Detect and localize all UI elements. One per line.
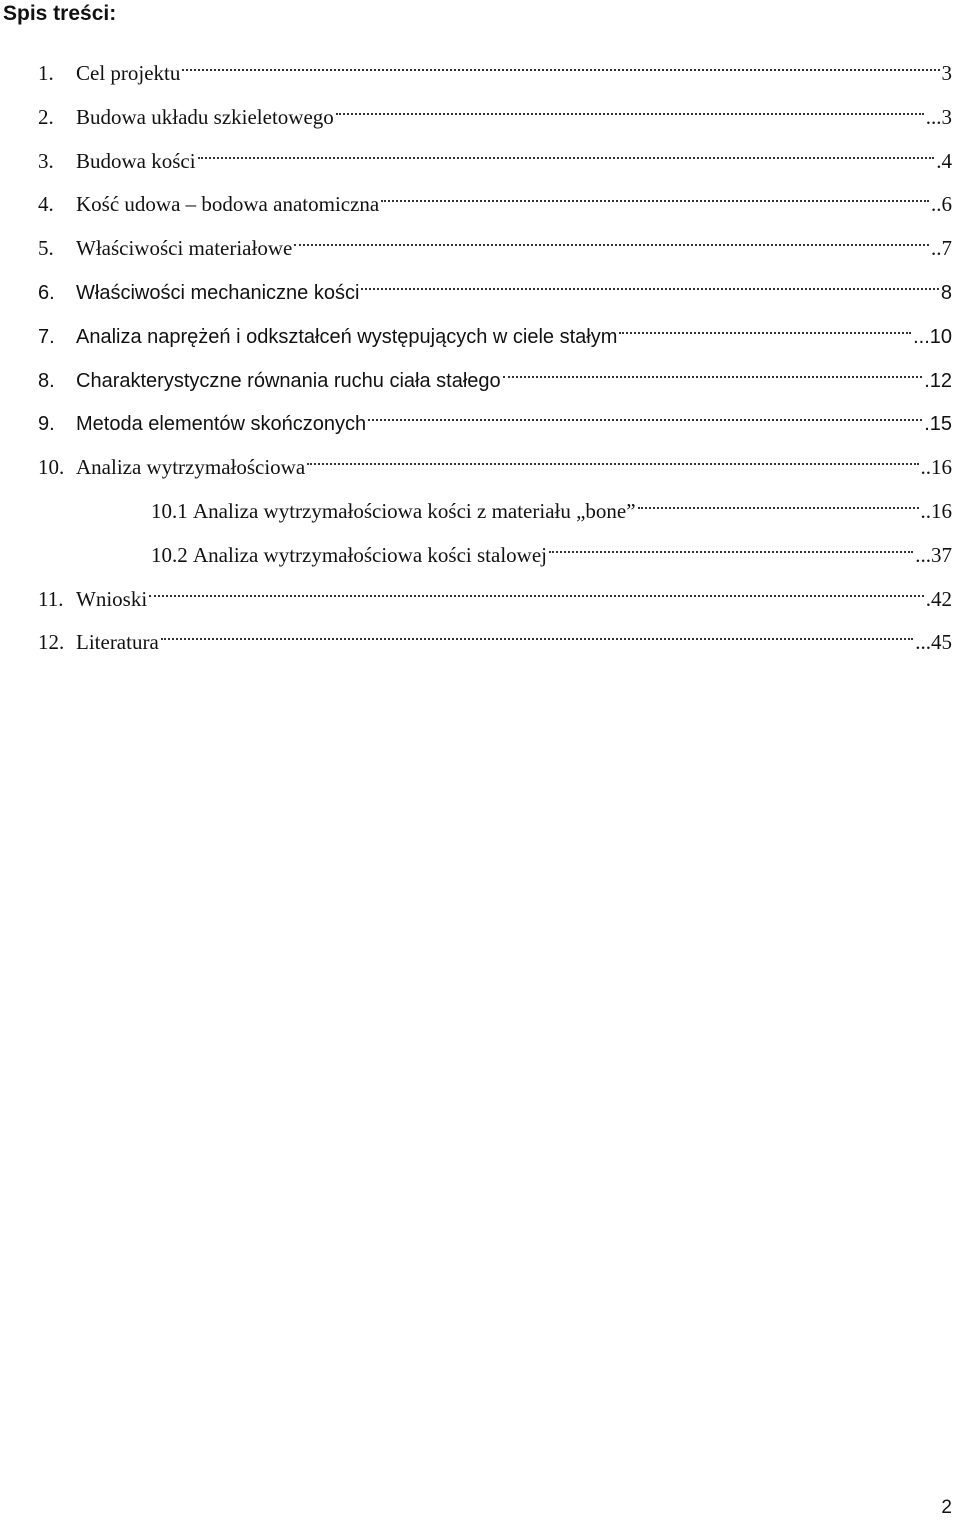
toc-entry-page: .15	[924, 413, 952, 436]
dot-leader	[307, 444, 918, 474]
toc-entry-page: .42	[925, 586, 952, 611]
page-title: Spis treści:	[3, 2, 117, 25]
toc-entry-page: ...37	[915, 542, 952, 567]
toc-entry-title: Właściwości mechaniczne kości	[76, 281, 360, 304]
toc-entry-number: 6.	[38, 281, 55, 304]
toc-entry-title: Budowa układu szkieletowego	[76, 104, 334, 129]
toc-entry-page: ..16	[920, 455, 952, 480]
toc-entry[interactable]	[0, 225, 960, 269]
toc-entry-title: Literatura	[76, 630, 159, 655]
toc-entry-number: 10.	[38, 455, 65, 480]
toc-entry-number: 2.	[38, 104, 54, 129]
dot-leader	[198, 138, 935, 168]
toc-entry-number: 7.	[38, 325, 55, 348]
toc-entry-title: Metoda elementów skończonych	[76, 413, 367, 436]
toc-entry-title: Budowa kości	[76, 148, 196, 173]
dot-leader	[549, 532, 913, 562]
dot-leader	[368, 400, 922, 430]
toc-entry-page: .12	[924, 369, 952, 392]
toc-entry-number: 4.	[38, 192, 54, 217]
table-of-contents	[0, 50, 960, 663]
toc-entry-number: 10.2	[151, 542, 188, 567]
toc-entry-number: 11.	[38, 586, 64, 611]
toc-entry-page: ..7	[931, 236, 952, 261]
toc-entry-title: Analiza wytrzymałościowa	[76, 455, 306, 480]
toc-subentry[interactable]	[0, 488, 960, 532]
toc-entry-title: Właściwości materiałowe	[76, 236, 293, 261]
toc-entry-title: Analiza wytrzymałościowa kości z materiału „bone”	[193, 498, 636, 523]
page-number: 2	[941, 1497, 952, 1518]
dot-leader	[182, 50, 939, 80]
dot-leader	[619, 313, 911, 343]
toc-entry-number: 9.	[38, 413, 55, 436]
toc-entry-page: ..6	[931, 192, 952, 217]
toc-entry-title: Analiza wytrzymałościowa kości stalowej	[193, 542, 547, 567]
toc-entry[interactable]	[0, 576, 960, 620]
toc-entry-title: Kość udowa – bodowa anatomiczna	[76, 192, 380, 217]
toc-entry-number: 8.	[38, 369, 55, 392]
dot-leader	[294, 225, 929, 255]
toc-entry-title: Analiza naprężeń i odkształceń występujących w ciele stałym	[76, 325, 618, 348]
toc-entry[interactable]	[0, 269, 960, 313]
toc-entry[interactable]	[0, 619, 960, 663]
dot-leader	[503, 357, 923, 387]
toc-entry-number: 1.	[38, 61, 54, 85]
toc-entry[interactable]	[0, 181, 960, 225]
dot-leader	[149, 576, 924, 606]
dot-leader	[361, 269, 938, 299]
toc-entry-number: 12.	[38, 630, 65, 655]
dot-leader	[381, 181, 929, 211]
toc-entry[interactable]	[0, 94, 960, 138]
toc-entry-page: ...3	[925, 104, 952, 129]
toc-entry-page: 3	[941, 61, 952, 85]
toc-entry-number: 3.	[38, 148, 54, 173]
toc-entry[interactable]	[0, 444, 960, 488]
toc-entry-title: Cel projektu	[76, 61, 181, 85]
toc-entry-number: 5.	[38, 236, 54, 261]
toc-entry[interactable]	[0, 138, 960, 182]
toc-entry-title: Charakterystyczne równania ruchu ciała stałego	[76, 369, 501, 392]
toc-entry-title: Wnioski	[76, 586, 148, 611]
toc-entry-page: .4	[936, 148, 952, 173]
dot-leader	[161, 619, 913, 649]
toc-entry-page: ...10	[913, 325, 952, 348]
toc-entry[interactable]	[0, 400, 960, 444]
toc-entry[interactable]	[0, 50, 960, 94]
toc-entry-page: 8	[940, 281, 952, 304]
toc-entry-number: 10.1	[151, 498, 188, 523]
toc-entry[interactable]	[0, 357, 960, 401]
dot-leader	[638, 488, 919, 518]
dot-leader	[336, 94, 924, 124]
toc-entry-page: ..16	[920, 498, 952, 523]
toc-entry[interactable]	[0, 313, 960, 357]
toc-entry-page: ...45	[915, 630, 952, 655]
toc-subentry[interactable]	[0, 532, 960, 576]
